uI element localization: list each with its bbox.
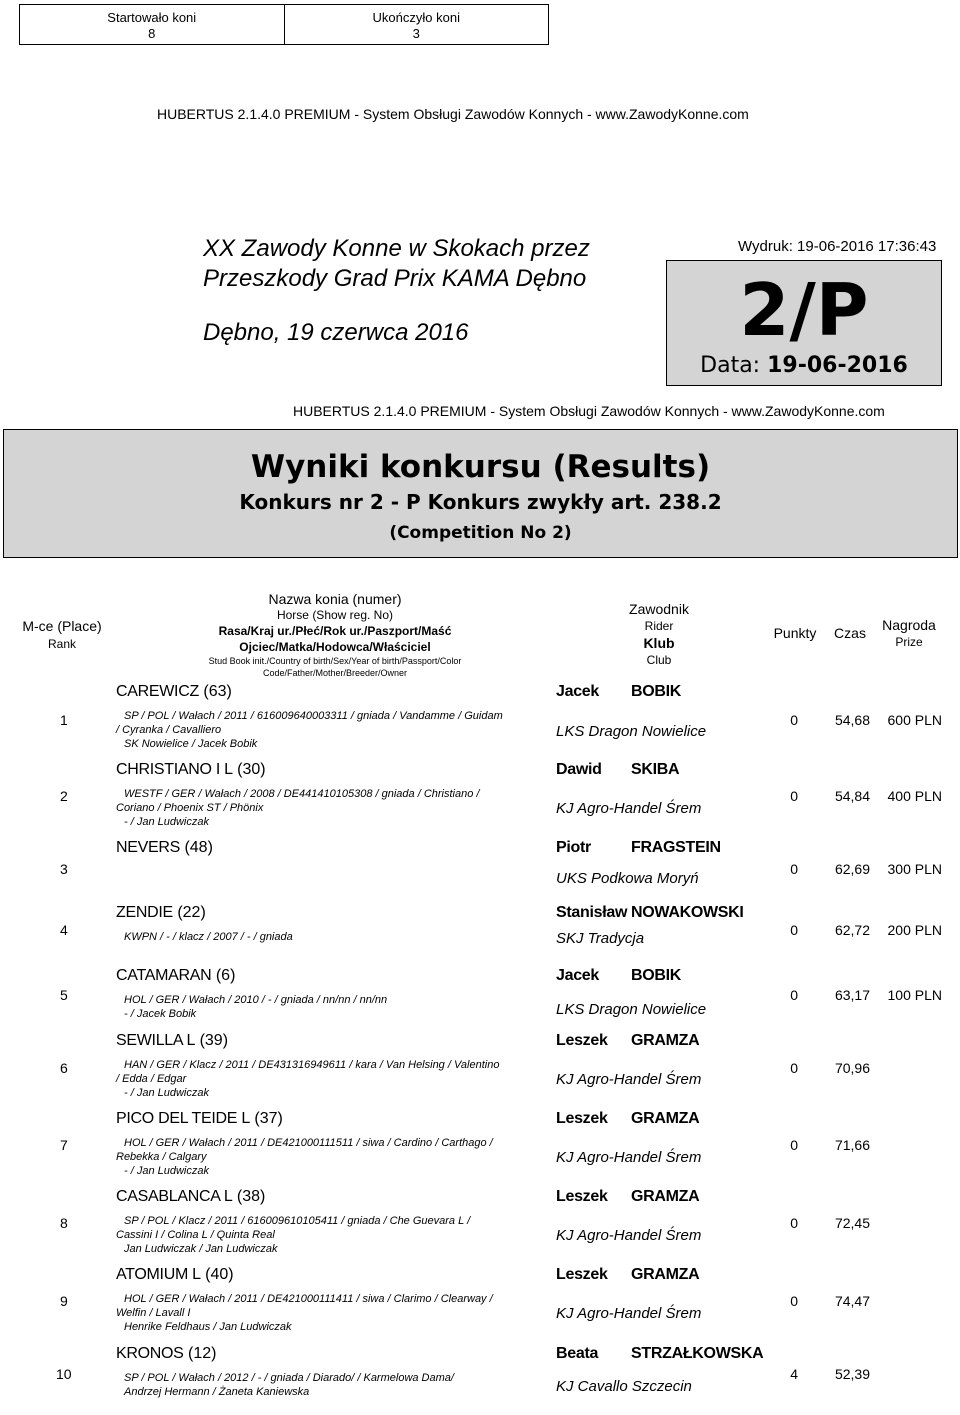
- horse-info-line2: Rebekka / Calgary: [116, 1151, 207, 1163]
- horse-info-line3: Jan Ludwiczak / Jan Ludwiczak: [124, 1243, 278, 1255]
- result-row: [0, 967, 960, 1037]
- horse-name: [116, 1188, 265, 1206]
- rider-first-name: Stanisław: [556, 904, 628, 921]
- horse-info: [116, 1371, 556, 1399]
- horse-info-line2: Cassini I / Colina L / Quinta Real: [116, 1229, 275, 1241]
- competition-date-value: 19-06-2016: [767, 353, 908, 378]
- rider-last-name: SKIBA: [631, 761, 680, 778]
- software-footer: HUBERTUS 2.1.4.0 PREMIUM - System Obsługi Zawodów Konnych - www.ZawodyKonne.com: [293, 403, 885, 419]
- rider-header-pl: Zawodnik: [629, 601, 689, 617]
- club-name: KJ Agro-Handel Śrem: [556, 800, 702, 817]
- horse-info-line3: Henrike Feldhaus / Jan Ludwiczak: [124, 1321, 292, 1333]
- result-row: [0, 1032, 960, 1102]
- horse-name-text: NEVERS: [116, 839, 180, 856]
- horse-number: (22): [177, 904, 206, 921]
- rider-last-name: GRAMZA: [631, 1266, 700, 1283]
- rank-value: 9: [60, 1293, 68, 1309]
- rider-last-name: GRAMZA: [631, 1110, 700, 1127]
- horse-number: (48): [184, 839, 213, 856]
- horse-info: [116, 709, 556, 751]
- horse-parents-header-pl: Ojciec/Matka/Hodowca/Właściciel: [239, 640, 431, 654]
- rider-last-name: BOBIK: [631, 967, 682, 984]
- prize-value: 100 PLN: [887, 987, 942, 1003]
- started-value: 8: [148, 26, 156, 41]
- prize-value: 200 PLN: [887, 922, 942, 938]
- horse-number: (63): [203, 683, 232, 700]
- rank-value: 8: [60, 1215, 68, 1231]
- points-value: 0: [790, 861, 798, 877]
- horse-info-line1: HOL / GER / Wałach / 2010 / - / gniada / nn/nn / nn/nn: [124, 994, 388, 1006]
- horse-info-header-pl: Rasa/Kraj ur./Płeć/Rok ur./Paszport/Maść: [218, 624, 452, 638]
- horse-info-line3: Andrzej Hermann / Żaneta Kaniewska: [124, 1386, 310, 1398]
- club-name: KJ Cavallo Szczecin: [556, 1378, 692, 1395]
- horse-column-header: [116, 591, 554, 679]
- time-value: 54,84: [834, 788, 870, 804]
- rank-column-header: [6, 617, 118, 653]
- horse-number: (40): [205, 1266, 234, 1283]
- time-value: 71,66: [834, 1137, 870, 1153]
- horse-info: [116, 1214, 556, 1256]
- rider-first-name: Leszek: [556, 1266, 608, 1283]
- rank-value: 4: [60, 922, 68, 938]
- result-row: [0, 1188, 960, 1258]
- prize-column-header: [874, 617, 944, 651]
- competition-date-label: Data:: [700, 353, 761, 378]
- result-row: [0, 761, 960, 831]
- horse-info-line2: / Edda / Edgar: [116, 1073, 187, 1085]
- horse-name: [116, 904, 206, 922]
- event-place-date: Dębno, 19 czerwca 2016: [203, 319, 469, 346]
- horse-name: [116, 1110, 283, 1128]
- rank-header-en: Rank: [47, 637, 76, 651]
- horse-info-line2: / Cyranka / Cavalliero: [116, 724, 222, 736]
- club-name: LKS Dragon Nowielice: [556, 723, 707, 740]
- horse-name-text: SEWILLA L: [116, 1032, 196, 1049]
- horse-number: (37): [254, 1110, 283, 1127]
- horse-number: (30): [237, 761, 266, 778]
- result-row: [0, 904, 960, 974]
- horse-name-text: CHRISTIANO I L: [116, 761, 233, 778]
- horse-number: (12): [188, 1345, 217, 1362]
- results-title-box: [3, 429, 958, 558]
- finished-label: Ukończyło koni: [372, 10, 460, 25]
- rider-first-name: Piotr: [556, 839, 591, 856]
- rank-value: 6: [60, 1060, 68, 1076]
- points-column-header: Punkty: [773, 625, 817, 641]
- rider-first-name: Leszek: [556, 1110, 608, 1127]
- results-title: Wyniki konkursu (Results): [250, 449, 711, 485]
- horse-name: [116, 1345, 216, 1363]
- rider-last-name: BOBIK: [631, 683, 682, 700]
- horse-info-line3: - / Jan Ludwiczak: [124, 1165, 209, 1177]
- rider-last-name: FRAGSTEIN: [631, 839, 721, 856]
- club-name: KJ Agro-Handel Śrem: [556, 1071, 702, 1088]
- time-value: 54,68: [834, 712, 870, 728]
- competition-number-en: (Competition No 2): [389, 523, 572, 543]
- rider-first-name: Jacek: [556, 683, 599, 700]
- competition-date: [667, 353, 941, 378]
- points-value: 0: [790, 788, 798, 804]
- horse-name: [116, 1266, 234, 1284]
- time-value: 63,17: [834, 987, 870, 1003]
- horse-info-line3: - / Jan Ludwiczak: [124, 816, 209, 828]
- rider-last-name: NOWAKOWSKI: [631, 904, 744, 921]
- rider-header-en: Rider: [644, 619, 674, 633]
- rider-first-name: Jacek: [556, 967, 599, 984]
- horse-info-line1: HAN / GER / Klacz / 2011 / DE431316949611 / kara / Van Helsing / Valentino: [124, 1059, 500, 1071]
- club-header-en: Club: [646, 653, 672, 667]
- horse-info: [116, 1058, 556, 1100]
- print-date: Wydruk: 19-06-2016 17:36:43: [738, 238, 937, 255]
- club-header-pl: Klub: [643, 635, 675, 651]
- club-name: SKJ Tradycja: [556, 930, 645, 947]
- horse-info-line1: KWPN / - / klacz / 2007 / - / gniada: [124, 931, 293, 943]
- time-value: 74,47: [834, 1293, 870, 1309]
- prize-header-en: Prize: [895, 635, 923, 649]
- horse-info: [116, 1292, 556, 1334]
- club-name: KJ Agro-Handel Śrem: [556, 1227, 702, 1244]
- time-value: 62,69: [834, 861, 870, 877]
- rider-column-header: [554, 601, 764, 669]
- horse-info-line1: HOL / GER / Wałach / 2011 / DE421000111511 / siwa / Cardino / Carthago /: [124, 1137, 493, 1149]
- result-row: [0, 1345, 960, 1415]
- horse-number: (38): [236, 1188, 266, 1205]
- horse-number: (6): [215, 967, 236, 984]
- horse-info-header-en-1: Stud Book init./Country of birth/Sex/Year of birth/Passport/Color: [208, 656, 462, 666]
- prize-value: 400 PLN: [887, 788, 942, 804]
- horse-name-text: PICO DEL TEIDE L: [116, 1110, 250, 1127]
- result-row: [0, 683, 960, 753]
- horse-info: [116, 993, 556, 1021]
- horse-header-pl: Nazwa konia (numer): [268, 591, 402, 607]
- rank-value: 10: [56, 1366, 72, 1382]
- points-value: 0: [790, 922, 798, 938]
- rank-value: 2: [60, 788, 68, 804]
- horse-name-text: CATAMARAN: [116, 967, 212, 984]
- software-footer-top: HUBERTUS 2.1.4.0 PREMIUM - System Obsługi Zawodów Konnych - www.ZawodyKonne.com: [157, 106, 749, 122]
- horse-name: [116, 839, 213, 857]
- rank-value: 1: [60, 712, 68, 728]
- horse-name-text: KRONOS: [116, 1345, 184, 1362]
- points-value: 4: [790, 1366, 798, 1382]
- horse-name-text: CAREWICZ: [116, 683, 199, 700]
- horse-number: (39): [199, 1032, 229, 1049]
- time-column-header: Czas: [834, 625, 866, 641]
- horse-info-line1: SP / POL / Klacz / 2011 / 616009610105411 / gniada / Che Guevara L /: [124, 1215, 471, 1227]
- points-value: 0: [790, 987, 798, 1003]
- prize-value: 300 PLN: [887, 861, 942, 877]
- horse-name-text: ZENDIE: [116, 904, 173, 921]
- rider-first-name: Leszek: [556, 1032, 608, 1049]
- horse-info-header-en-2: Code/Father/Mother/Breeder/Owner: [262, 668, 408, 678]
- horse-name-text: CASABLANCA L: [116, 1188, 233, 1205]
- event-title-line2: Przeszkody Grad Prix KAMA Dębno: [203, 265, 587, 292]
- prize-value: 600 PLN: [887, 712, 942, 728]
- result-row: [0, 839, 960, 909]
- horse-name: [116, 1032, 228, 1050]
- finished-cell: [284, 5, 549, 44]
- rider-first-name: Beata: [556, 1345, 599, 1362]
- horse-info-line3: - / Jacek Bobik: [124, 1008, 197, 1020]
- rider-first-name: Leszek: [556, 1188, 608, 1205]
- competition-code-box: [666, 260, 942, 386]
- rider-last-name: GRAMZA: [631, 1032, 700, 1049]
- rider-last-name: GRAMZA: [631, 1188, 700, 1205]
- horse-info-line3: SK Nowielice / Jacek Bobik: [124, 738, 258, 750]
- time-value: 62,72: [834, 922, 870, 938]
- rider-first-name: Dawid: [556, 761, 602, 778]
- horse-info: [116, 787, 556, 829]
- points-value: 0: [790, 1215, 798, 1231]
- rider-last-name: STRZAŁKOWSKA: [631, 1345, 764, 1362]
- rank-value: 7: [60, 1137, 68, 1153]
- horse-name: [116, 683, 232, 701]
- horse-name-text: ATOMIUM L: [116, 1266, 201, 1283]
- horses-count-box: [19, 4, 549, 45]
- rank-value: 3: [60, 861, 68, 877]
- time-value: 72,45: [834, 1215, 870, 1231]
- time-value: 52,39: [834, 1366, 870, 1382]
- horse-info-line1: SP / POL / Wałach / 2012 / - / gniada / Diarado/ / Karmelowa Dama/: [124, 1372, 454, 1384]
- started-label: Startowało koni: [107, 10, 197, 25]
- horse-info-line1: HOL / GER / Wałach / 2011 / DE421000111411 / siwa / Clarimo / Clearway /: [124, 1293, 493, 1305]
- points-value: 0: [790, 1137, 798, 1153]
- event-title-line1: XX Zawody Konne w Skokach przez: [203, 235, 590, 262]
- horse-info-line2: Coriano / Phoenix ST / Phönix: [116, 802, 264, 814]
- horse-header-en: Horse (Show reg. No): [276, 608, 394, 622]
- horse-info: [116, 1136, 556, 1178]
- prize-header-pl: Nagroda: [882, 617, 936, 633]
- horse-name: [116, 761, 266, 779]
- result-row: [0, 1266, 960, 1336]
- horse-info-line3: - / Jan Ludwiczak: [124, 1087, 209, 1099]
- points-value: 0: [790, 712, 798, 728]
- horse-info-line2: Welfin / Lavall I: [116, 1307, 191, 1319]
- competition-name: Konkurs nr 2 - P Konkurs zwykły art. 238.2: [239, 490, 722, 514]
- started-cell: [20, 5, 284, 44]
- competition-code: 2/P: [739, 268, 869, 352]
- time-value: 70,96: [834, 1060, 870, 1076]
- points-value: 0: [790, 1293, 798, 1309]
- club-name: KJ Agro-Handel Śrem: [556, 1149, 702, 1166]
- points-value: 0: [790, 1060, 798, 1076]
- finished-value: 3: [412, 26, 420, 41]
- rank-value: 5: [60, 987, 68, 1003]
- horse-info-line1: WESTF / GER / Wałach / 2008 / DE441410105308 / gniada / Christiano /: [124, 788, 480, 800]
- club-name: KJ Agro-Handel Śrem: [556, 1305, 702, 1322]
- event-title: [203, 234, 590, 294]
- result-row: [0, 1110, 960, 1180]
- horse-info-line1: SP / POL / Wałach / 2011 / 616009640003311 / gniada / Vandamme / Guidam: [124, 710, 503, 722]
- club-name: LKS Dragon Nowielice: [556, 1001, 707, 1018]
- horse-info: [116, 930, 556, 944]
- club-name: UKS Podkowa Moryń: [556, 870, 699, 887]
- horse-name: [116, 967, 235, 985]
- rank-header-pl: M-ce (Place): [22, 618, 102, 634]
